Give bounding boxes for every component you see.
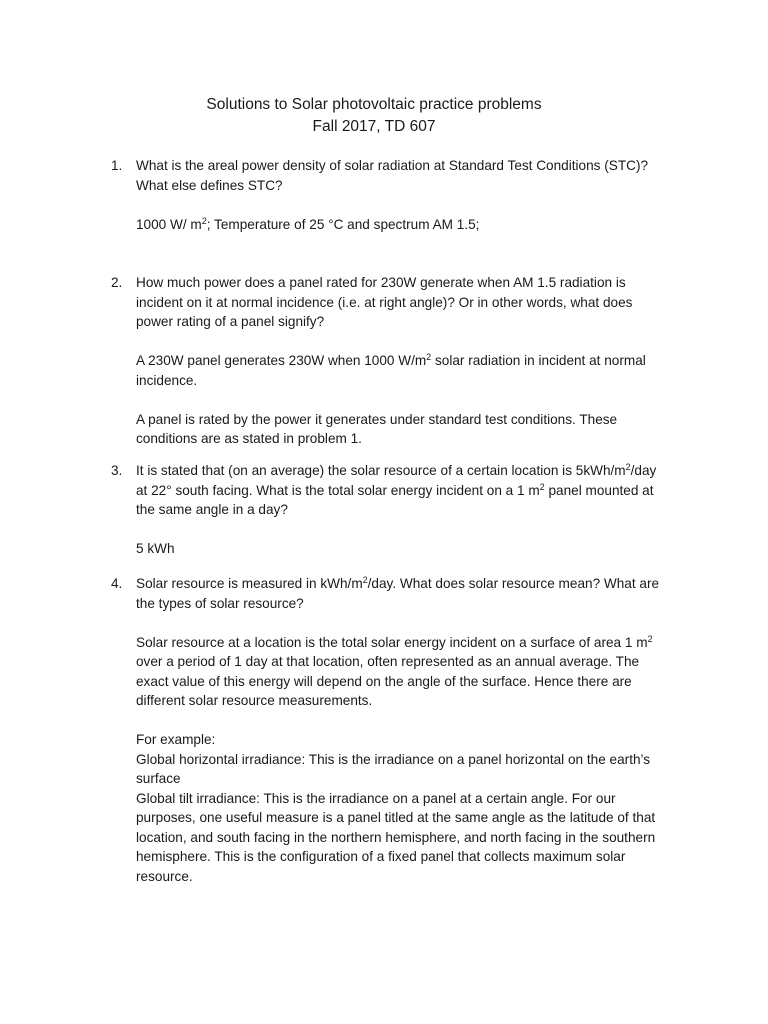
answer-text: Solar resource at a location is the total solar energy incident on a surface of area 1 $m^2$ over a period of 1 day at that location, often represented as an annual average. The exact value of this energy will depend on the angle of the surface. Hence there are different solar resource measurements.: [136, 633, 653, 708]
problem-number: 2.: [111, 275, 123, 290]
problem-1: [111, 156, 671, 234]
problem-number: 4.: [111, 576, 123, 591]
answer-text: 1000 W/ $m^2$; Temperature of 25 °C and spectrum AM 1.5;: [136, 215, 480, 232]
answer-text: 5 kWh: [136, 541, 175, 556]
global-tilt-irradiance-text: Global tilt irradiance: This is the irradiance on a panel at a certain angle. For our purposes, one useful measure is a panel titled at the same angle as the latitude of that location, and south facing in the northern hemisphere, and north facing in the southern hemisphere. This is the configuration of a fixed panel that collects maximum solar resource.: [136, 790, 656, 884]
question-text: It is stated that (on an average) the solar resource of a certain location is $5kWh/m^2$/day at 22° south facing. What is the total solar energy incident on a 1 $m^2$ panel mounted at the same angle in a day?: [136, 462, 657, 517]
document-subtitle: Fall 2017, TD 607: [312, 118, 436, 135]
question-text: How much power does a panel rated for 230W generate when AM 1.5 radiation is incident on it at normal incidence (i.e. at right angle)? Or in other words, what does power rating of a panel signify?: [136, 275, 633, 329]
answer-text: A panel is rated by the power it generates under standard test conditions. These conditions are as stated in problem 1.: [136, 411, 618, 446]
question-text: What is the areal power density of solar radiation at Standard Test Conditions (STC)? What else defines STC?: [136, 158, 649, 193]
global-horizontal-irradiance-text: Global horizontal irradiance: This is the irradiance on a panel horizontal on the earth’s surface: [136, 751, 651, 786]
problem-number: 3.: [111, 463, 123, 478]
answer-text: A 230W panel generates 230W when 1000 $W/m^2$ solar radiation in incident at normal incidence.: [136, 352, 646, 388]
problem-number: 1.: [111, 158, 123, 173]
example-label: For example:: [136, 732, 216, 747]
problem-4: [111, 574, 671, 886]
document-title: Solutions to Solar photovoltaic practice problems: [206, 96, 542, 113]
question-text: Solar resource is measured in kWh/$m^2$/day. What does solar resource mean? What are the types of solar resource?: [136, 575, 660, 611]
problem-2: [111, 273, 671, 449]
problem-3: [111, 461, 671, 559]
